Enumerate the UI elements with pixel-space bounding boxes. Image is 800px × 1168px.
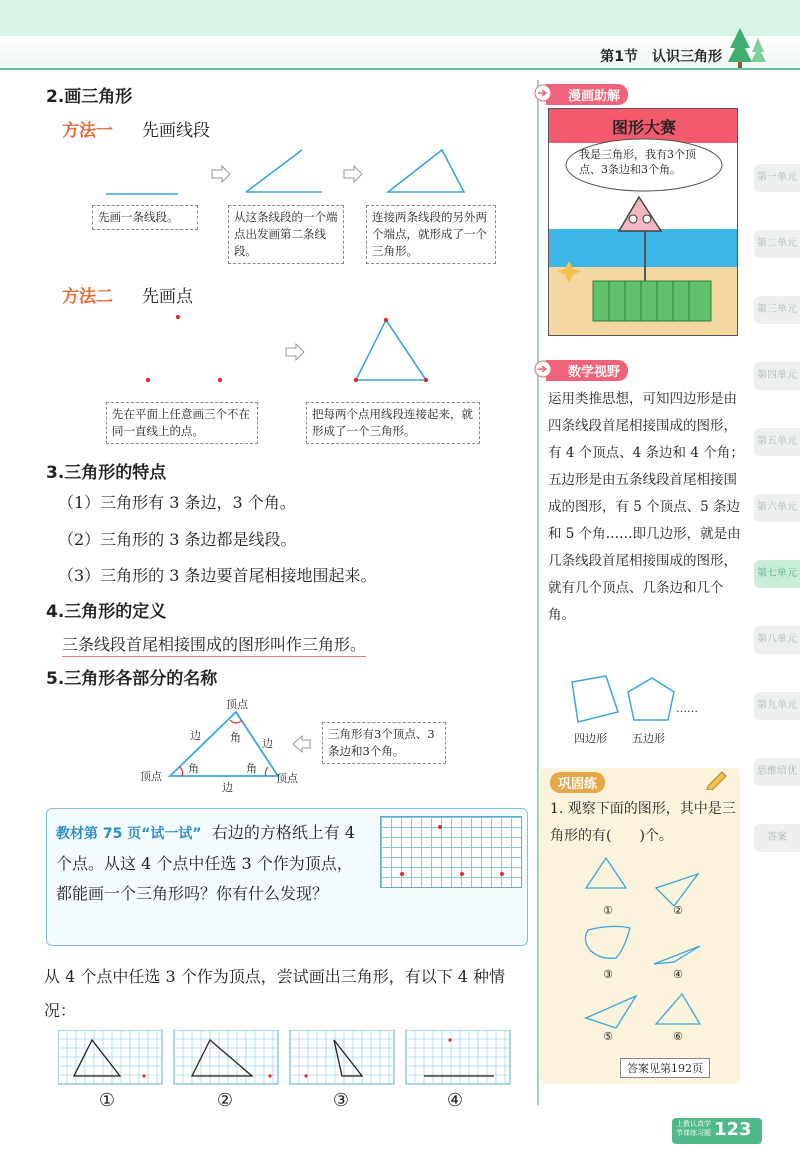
footer-brand — [676, 1120, 711, 1138]
method1-note-1: 先画一条线段。 — [92, 205, 198, 230]
tab-answers[interactable]: 答案 — [754, 824, 800, 852]
heading-features: 3.三角形的特点 — [46, 463, 167, 483]
arrow-icon — [344, 166, 362, 182]
comic-title: 图形大赛 — [611, 118, 676, 137]
tab-unit-7[interactable]: 第七单元 — [754, 560, 800, 588]
section-title: 第1节 认识三角形 — [600, 49, 722, 65]
point — [146, 378, 150, 382]
arrow-icon — [290, 734, 314, 754]
tab-thinking[interactable]: 思维培优 — [754, 758, 800, 786]
point — [176, 315, 180, 319]
tab-unit-3[interactable]: 第三单元 — [754, 296, 800, 324]
vision-text: 运用类推思想，可知四边形是由四条线段首尾相接围成的图形，有 4 个顶点、4 条边和 4 个角；五边形是由五条线段首尾相接围成的图形，有 5 个顶点、5 条边和 5 个角……即几边形，就是由几条线段首尾相接围成的图形，就有几个顶点、几条边和几个角。 — [548, 391, 744, 623]
comic-bubble: 我是三角形，我有3个顶点、3条边和3个角。 — [579, 148, 696, 176]
trial-text-block — [56, 818, 366, 909]
feature-3: （3）三角形的 3 条边要首尾相接地围起来。 — [58, 566, 377, 585]
angle-label-left: 角 — [188, 762, 199, 775]
heading-draw-triangle: 2.画三角形 — [46, 87, 133, 107]
header-rule — [0, 68, 800, 70]
shape-label-3: ③ — [603, 968, 613, 981]
arrow-icon — [286, 344, 304, 360]
trial-grid-points — [380, 816, 522, 888]
caption-quadrilateral: 四边形 — [574, 732, 607, 745]
completed-triangle — [388, 150, 464, 192]
vertex-label-right: 顶点 — [276, 772, 298, 785]
method1-steps-figure — [90, 140, 480, 200]
comic-illustration — [549, 109, 738, 336]
page-number: 123 — [714, 1119, 752, 1140]
method1-note-2: 从这条线段的一个端点出发画第二条线段。 — [228, 205, 344, 264]
point — [218, 378, 222, 382]
answer-reference: 答案见第192页 — [620, 1058, 710, 1078]
parts-note: 三角形有3个顶点、3条边和3个角。 — [322, 722, 446, 764]
trial-question: 右边的方格纸上有 4 个点。从这 4 个点中任选 3 个作为顶点，都能画一个三角形吗？你有什么发现？ — [56, 823, 356, 903]
shape-label-5: ⑤ — [603, 1030, 613, 1043]
method2-tag: 方法二 — [62, 287, 113, 307]
tab-unit-5[interactable]: 第五单元 — [754, 428, 800, 456]
arrow-icon — [212, 166, 230, 182]
heading-parts: 5.三角形各部分的名称 — [46, 669, 218, 689]
vertex-label-top: 顶点 — [226, 698, 248, 711]
vision-tag: 数学视野 — [546, 360, 628, 381]
feature-1: （1）三角形有 3 条边，3 个角。 — [58, 493, 296, 512]
hand-pointer-icon — [534, 360, 552, 378]
tab-unit-6[interactable]: 第六单元 — [754, 494, 800, 522]
method2-title: 先画点 — [142, 287, 193, 307]
method1-tag: 方法一 — [62, 121, 113, 141]
heading-definition: 4.三角形的定义 — [46, 602, 167, 622]
answer-grids-figure — [58, 1030, 528, 1086]
shape-label-4: ④ — [673, 968, 683, 981]
tab-unit-1[interactable]: 第一单元 — [754, 164, 800, 192]
shape-label-1: ① — [603, 904, 613, 917]
feature-2: （2）三角形的 3 条边都是线段。 — [58, 530, 297, 549]
edge-label-bottom: 边 — [222, 781, 233, 794]
angle-label-right: 角 — [246, 762, 257, 775]
answer-label-2: ② — [216, 1090, 234, 1111]
edge-label-right: 边 — [262, 737, 273, 750]
comic-panel — [548, 108, 738, 336]
pencil-icon — [704, 770, 728, 790]
practice-tag: 巩固练 — [550, 772, 605, 793]
tab-unit-2[interactable]: 第二单元 — [754, 230, 800, 258]
practice-question: 1. 观察下面的图形，其中是三角形的有( )个。 — [550, 801, 736, 844]
practice-shapes — [576, 854, 726, 1034]
footer-brand-2: 节课练习题 — [676, 1129, 711, 1137]
answer-text: 从 4 个点中任选 3 个作为顶点，尝试画出三角形，有以下 4 种情况： — [44, 967, 506, 1020]
method2-note-1: 先在平面上任意画三个不在同一直线上的点。 — [106, 402, 258, 444]
shape-label-6: ⑥ — [673, 1030, 683, 1043]
method1-note-3: 连接两条线段的另外两个端点，就形成了一个三角形。 — [366, 205, 496, 264]
shape-label-2: ② — [673, 904, 683, 917]
caption-pentagon: 五边形 — [632, 732, 665, 745]
hand-pointer-icon — [534, 84, 552, 102]
tab-unit-4[interactable]: 第四单元 — [754, 362, 800, 390]
footer-brand-1: 上教认真学 — [676, 1120, 711, 1128]
answer-label-4: ④ — [446, 1090, 464, 1111]
column-divider — [537, 80, 539, 1105]
answer-label-1: ① — [98, 1090, 116, 1111]
polygon-examples — [566, 672, 716, 728]
connected-triangle — [356, 320, 426, 380]
trial-tag: 教材第 75 页“试一试” — [56, 826, 202, 842]
edge-label-left: 边 — [190, 729, 201, 742]
method2-note-2: 把每两个点用线段连接起来，就形成了一个三角形。 — [306, 402, 480, 444]
ellipsis-text: …… — [676, 702, 698, 715]
comic-tag: 漫画助解 — [546, 84, 628, 105]
top-band — [0, 0, 800, 36]
answer-label-3: ③ — [332, 1090, 350, 1111]
tab-unit-8[interactable]: 第八单元 — [754, 626, 800, 654]
tab-unit-9[interactable]: 第九单元 — [754, 692, 800, 720]
definition-text: 三条线段首尾相接围成的图形叫作三角形。 — [62, 632, 366, 657]
tree-icon — [726, 26, 770, 70]
method2-steps-figure — [140, 308, 440, 392]
angle-label-top: 角 — [230, 731, 241, 744]
vertex-label-left: 顶点 — [140, 770, 162, 783]
method1-title: 先画线段 — [142, 121, 210, 141]
